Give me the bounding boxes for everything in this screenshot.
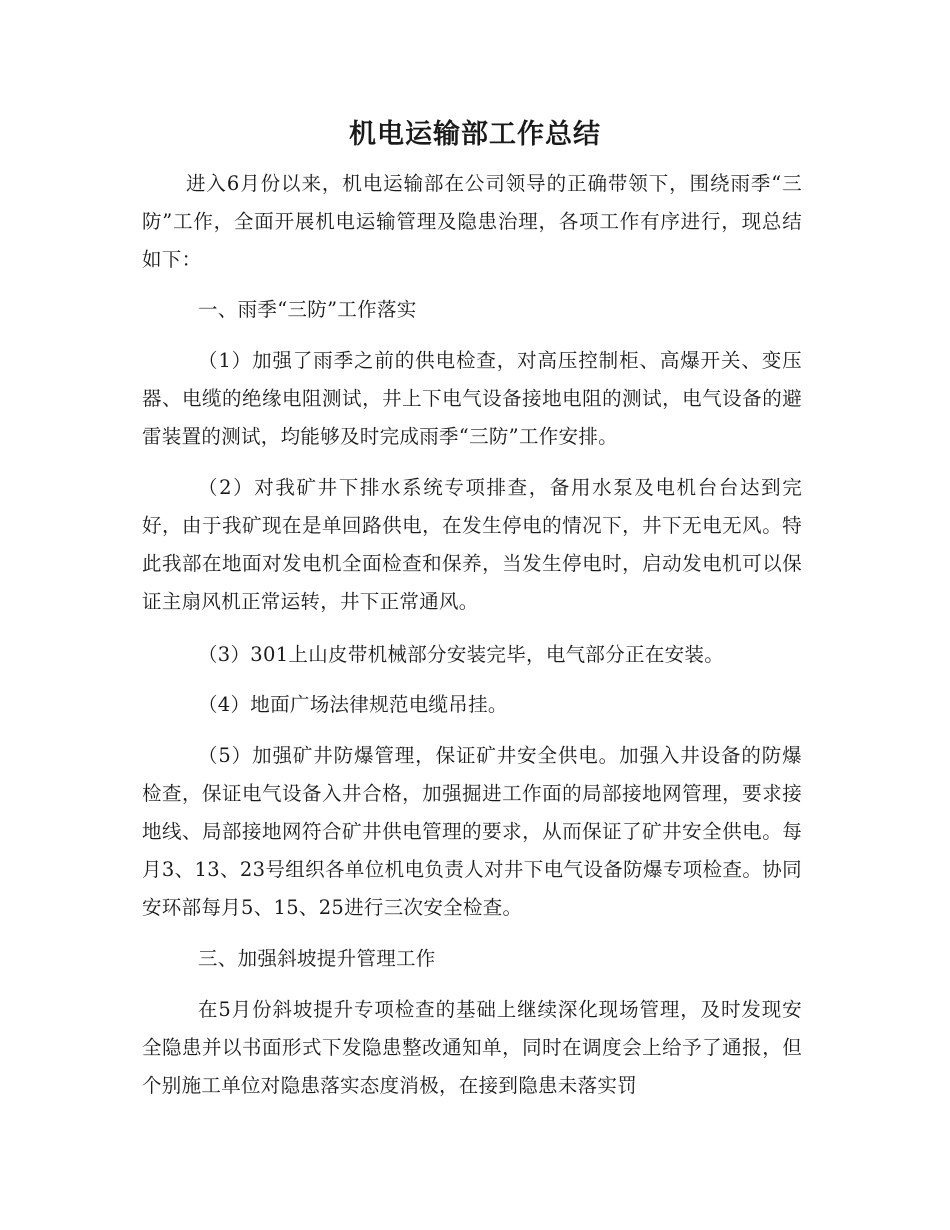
paragraph-item-3: （3）301上山皮带机械部分安装完毕，电气部分正在安装。 <box>198 643 725 666</box>
page-title: 机电运输部工作总结 <box>349 119 601 150</box>
paragraph-item-5: （5）加强矿井防爆管理，保证矿井安全供电。加强入井设备的防爆检查，保证电气设备入井合格，加强掘进工作面的局部接地网管理，要求接地线、局部接地网符合矿井供电管理的要求，从而保证了矿井安全供电。每月3、13、23号组织各单位机电负责人对井下电气设备防爆专项检查。协同安环部每月5、15、25进行三次安全检查。 <box>142 744 802 919</box>
section-heading-rain-season: 一、雨季“三防”工作落实 <box>198 298 417 321</box>
paragraph-item-1: （1）加强了雨季之前的供电检查，对高压控制柜、高爆开关、变压器、电缆的绝缘电阻测试，井上下电气设备接地电阻的测试，电气设备的避雷装置的测试，均能够及时完成雨季“三防”工作安排。 <box>142 349 802 448</box>
paragraph-item-2: （2）对我矿井下排水系统专项排查，备用水泵及电机台台达到完好，由于我矿现在是单回路供电，在发生停电的情况下，井下无电无风。特此我部在地面对发电机全面检查和保养，当发生停电时，启动发电机可以保证主扇风机正常运转，井下正常通风。 <box>142 476 802 613</box>
slope-hoist-paragraph: 在5月份斜坡提升专项检查的基础上继续深化现场管理，及时发现安全隐患并以书面形式下发隐患整改通知单，同时在调度会上给予了通报，但个别施工单位对隐患落实态度消极，在接到隐患未落实罚 <box>142 998 802 1097</box>
section-heading-slope-hoist: 三、加强斜坡提升管理工作 <box>198 947 436 970</box>
intro-paragraph: 进入6月份以来，机电运输部在公司领导的正确带领下，围绕雨季“三防”工作，全面开展机电运输管理及隐患治理，各项工作有序进行，现总结如下： <box>142 172 802 271</box>
paragraph-item-4: （4）地面广场法律规范电缆吊挂。 <box>198 693 508 716</box>
